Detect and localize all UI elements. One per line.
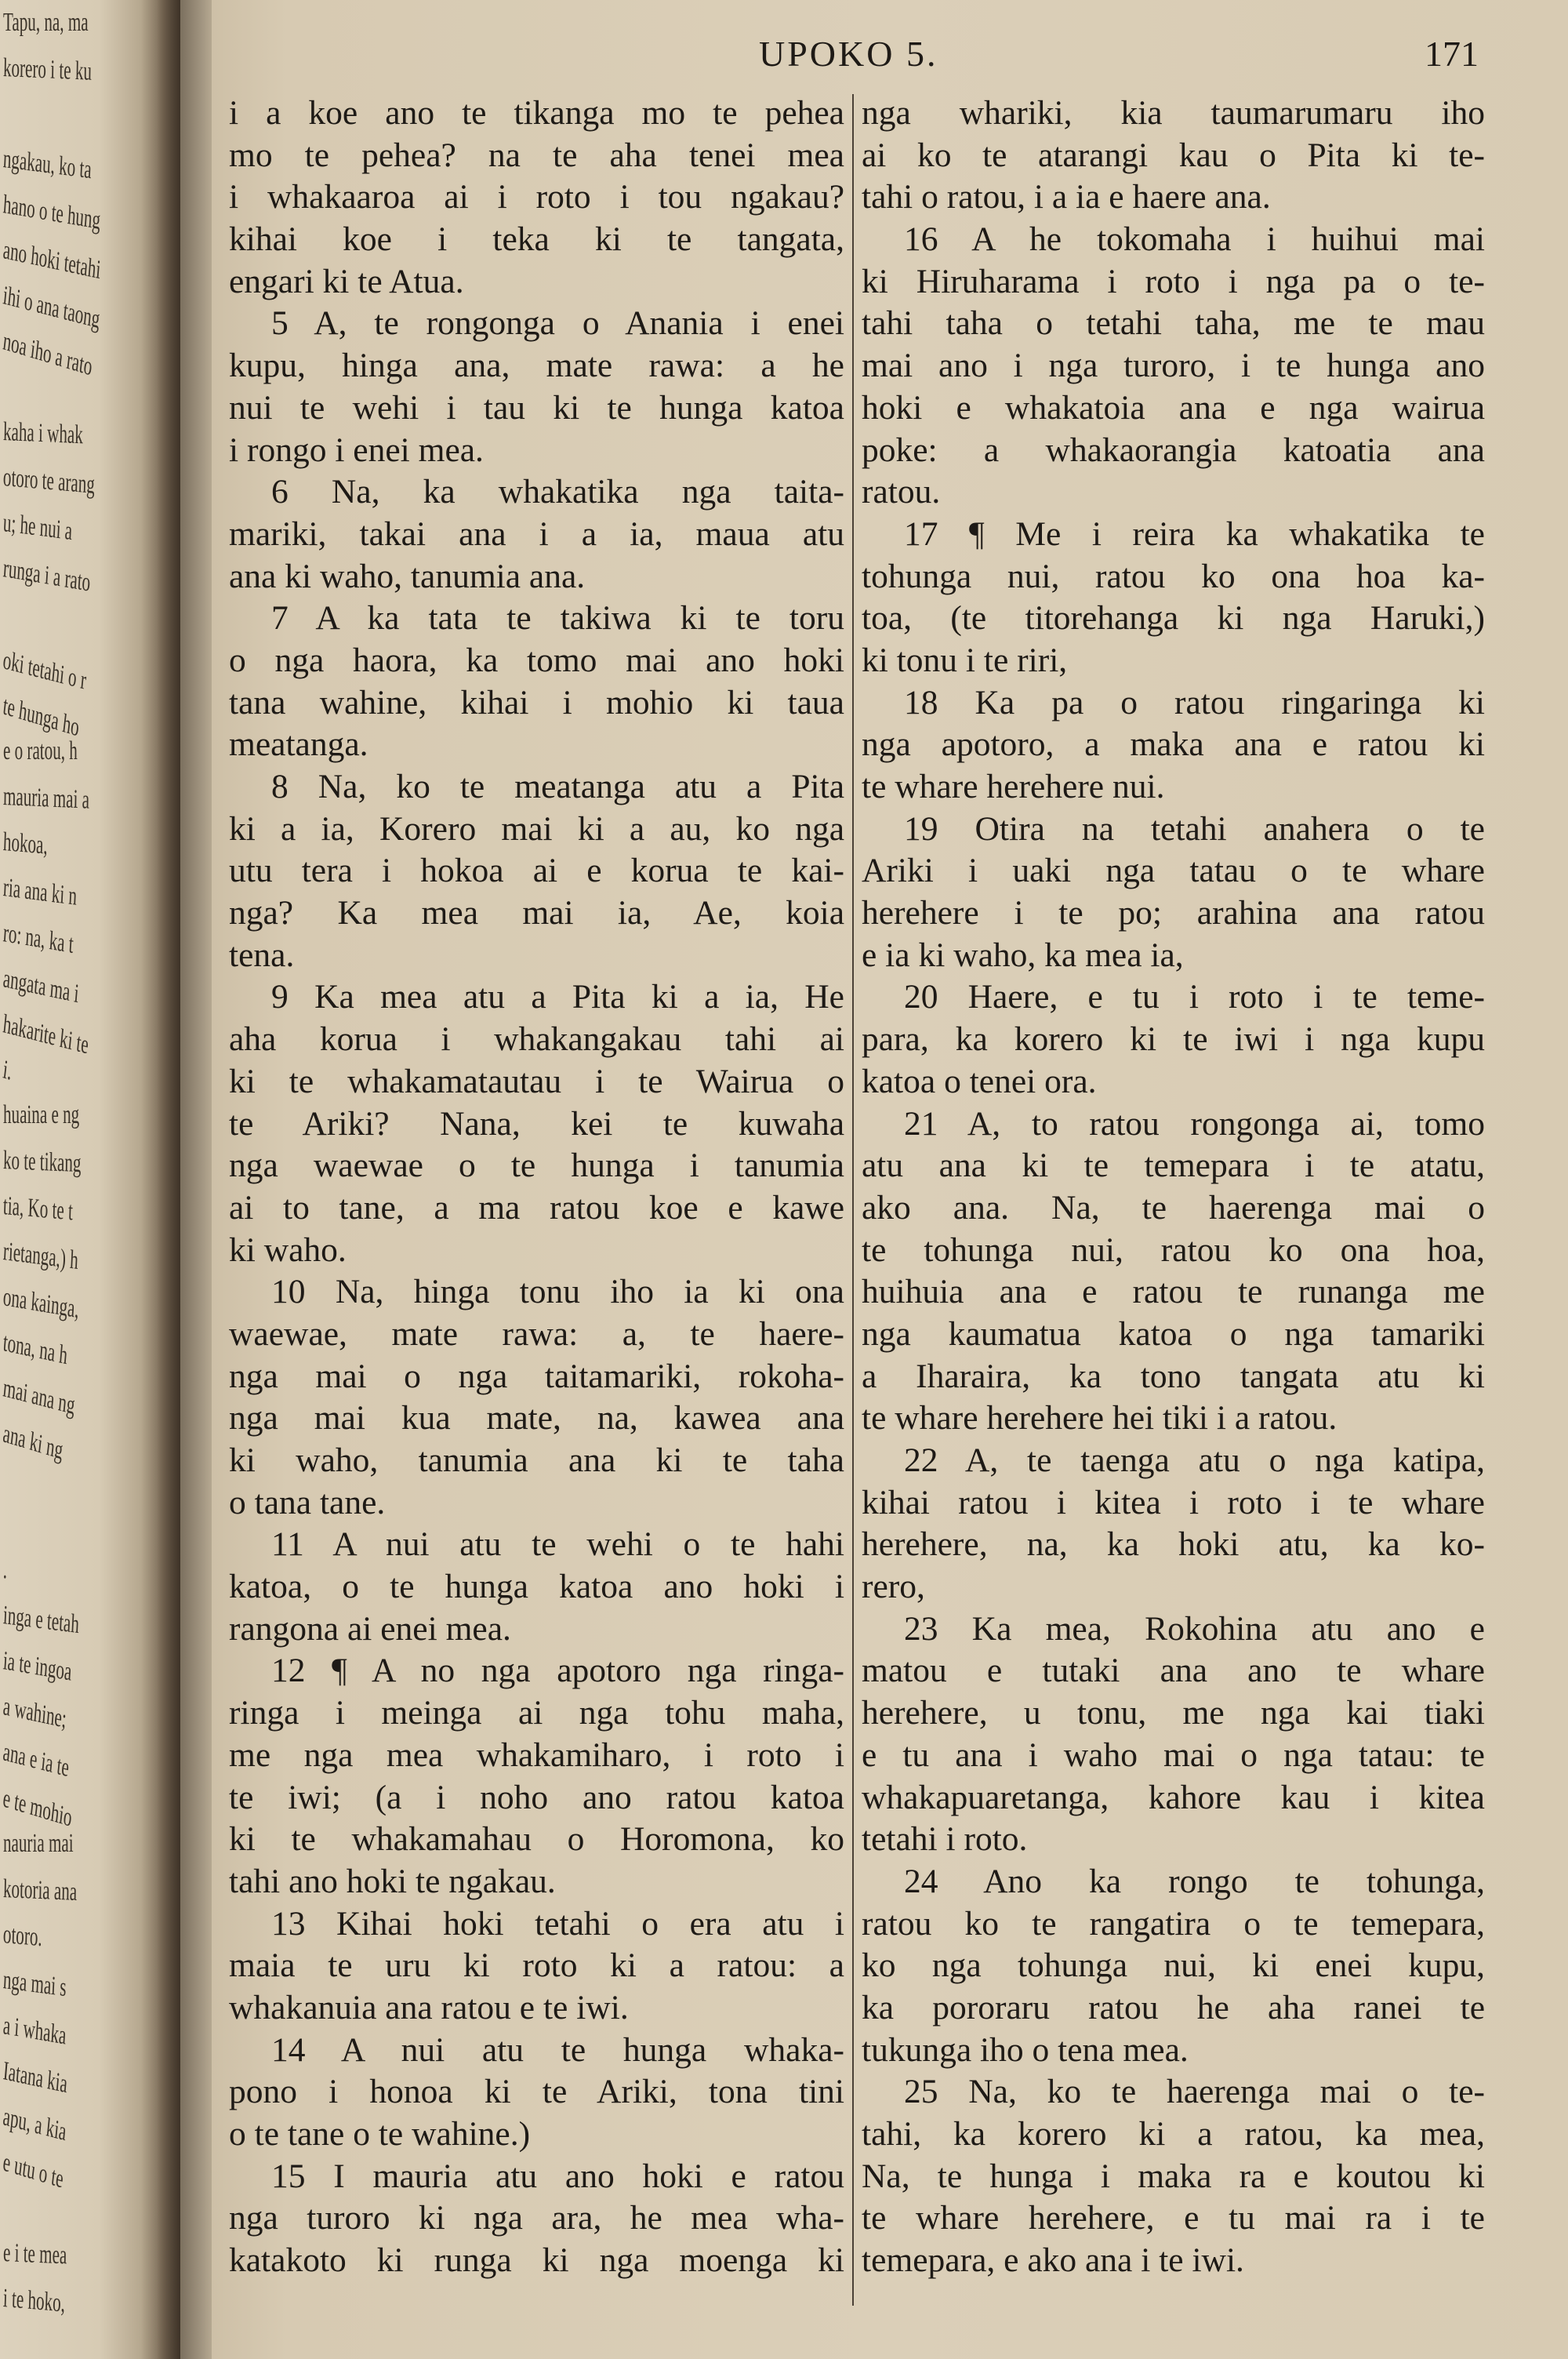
- text-line: katoa, o te hunga katoa ano hoki i: [229, 1568, 844, 1606]
- text-line: Na, te hunga i maka ra e koutou ki: [862, 2157, 1485, 2195]
- text-line: poke: a whakaorangia katoatia ana: [862, 431, 1485, 469]
- adjacent-page-fragment: e utu o te: [1, 2147, 65, 2194]
- text-line: tahi, ka korero ki a ratou, ka mea,: [862, 2115, 1485, 2153]
- text-line: tana wahine, kihai i mohio ki taua: [229, 683, 844, 722]
- column-divider: [852, 94, 854, 2306]
- text-line: mariki, takai ana i a ia, maua atu: [229, 514, 844, 553]
- text-line: te whare herehere hei tiki i a ratou.: [862, 1399, 1338, 1438]
- text-line: nui te wehi i tau ki te hunga katoa: [229, 388, 844, 427]
- text-line: herehere, u tonu, me nga kai tiaki: [862, 1694, 1485, 1732]
- adjacent-page-fragment: korero i te ku: [2, 53, 93, 86]
- text-line: ki waho, tanumia ana ki te taha: [229, 1441, 844, 1479]
- text-line: pono i honoa ki te Ariki, tona tini: [229, 2073, 844, 2111]
- text-line: ki te whakamahau o Horomona, ko: [229, 1820, 844, 1859]
- text-line: 21 A, to ratou rongonga ai, tomo: [904, 1104, 1485, 1143]
- text-line: tahi taha o tetahi taha, me te mau: [862, 304, 1485, 343]
- text-line: kupu, hinga ana, mate rawa: a he: [229, 347, 844, 385]
- text-line: tena.: [229, 936, 295, 974]
- text-line: rangona ai enei mea.: [229, 1609, 511, 1648]
- text-line: waewae, mate rawa: a, te haere-: [229, 1314, 844, 1353]
- adjacent-page-fragment: apu, a kia: [2, 2102, 68, 2147]
- book-gutter-shadow: [157, 0, 212, 2359]
- text-line: nga waewae o te hunga i tanumia: [229, 1147, 844, 1185]
- text-line: 19 Otira na tetahi anahera o te: [904, 809, 1485, 848]
- adjacent-page-fragment: otoro.: [2, 1919, 43, 1952]
- text-line: 25 Na, ko te haerenga mai o te-: [904, 2073, 1485, 2111]
- text-line: whakanuia ana ratou e te iwi.: [229, 1988, 629, 2026]
- text-line: 5 A, te rongonga o Anania i enei: [271, 304, 844, 343]
- page-header: [205, 33, 1568, 80]
- adjacent-page-fragment: Iatana kia: [2, 2055, 69, 2099]
- text-line: ki te whakamatautau i te Wairua o: [229, 1062, 844, 1100]
- adjacent-page-fragment: Tapu, na, ma: [3, 8, 89, 37]
- text-line: nga mai kua mate, na, kawea ana: [229, 1399, 844, 1438]
- adjacent-page-fragment: ana ki ng: [1, 1419, 65, 1466]
- page-number: 171: [1425, 34, 1479, 74]
- text-line: 18 Ka pa o ratou ringaringa ki: [904, 683, 1485, 722]
- adjacent-page-fragment: tona, na h: [2, 1328, 69, 1371]
- adjacent-page-fragment: ia te ingoa: [2, 1646, 73, 1688]
- text-line: nga mai o nga taitamariki, rokoha-: [229, 1357, 844, 1395]
- text-line: temepara, e ako ana i te iwi.: [862, 2241, 1244, 2280]
- adjacent-page-fragment: ano hoki tetahi: [2, 235, 102, 285]
- text-line: matou e tutaki ana ano te whare: [862, 1652, 1485, 1690]
- text-column-right: [862, 93, 1485, 2282]
- text-line: i rongo i enei mea.: [229, 431, 484, 469]
- adjacent-page-fragment: ria ana ki n: [2, 872, 78, 911]
- adjacent-page-fragment: e te mohio: [1, 1783, 74, 1833]
- adjacent-page-fragment: hakarite ki te: [2, 1009, 90, 1060]
- adjacent-page-fragment: a wahine;: [2, 1692, 68, 1735]
- text-line: ki Hiruharama i roto i nga pa o te-: [862, 262, 1485, 300]
- text-line: meatanga.: [229, 725, 368, 764]
- text-line: 22 A, te taenga atu o nga katipa,: [904, 1441, 1485, 1479]
- adjacent-page-fragment: a i whaka: [2, 2010, 67, 2051]
- text-line: engari ki te Atua.: [229, 262, 464, 300]
- text-line: 16 A he tokomaha i huihui mai: [904, 220, 1485, 259]
- adjacent-page-fragment: hokoa,: [2, 827, 49, 860]
- text-line: ako ana. Na, te haerenga mai o: [862, 1188, 1485, 1227]
- adjacent-page-fragment: ana e ia te: [2, 1737, 71, 1783]
- text-line: utu tera i hokoa ai e korua te kai-: [229, 852, 844, 890]
- text-line: te iwi; (a i noho ano ratou katoa: [229, 1778, 844, 1816]
- text-line: 17 ¶ Me i reira ka whakatika te: [904, 514, 1485, 553]
- text-line: ki waho.: [229, 1230, 347, 1269]
- adjacent-page-fragment: runga i a rato: [2, 554, 92, 598]
- adjacent-page-fragment: nga mai s: [2, 1965, 67, 2002]
- text-line: maia te uru ki roto ki a ratou: a: [229, 1946, 844, 1985]
- text-line: te whare herehere nui.: [862, 768, 1165, 805]
- text-line: mai ano i nga turoro, i te hunga ano: [862, 347, 1485, 385]
- adjacent-page-fragment: tia, Ko te t: [2, 1191, 74, 1227]
- adjacent-page-fragment: ona kainga,: [2, 1282, 80, 1325]
- text-line: ringa i meinga ai nga tohu maha,: [229, 1694, 844, 1732]
- text-line: whakapuaretanga, kahore kau i kitea: [862, 1778, 1485, 1816]
- text-line: 15 I mauria atu ano hoki e ratou: [271, 2157, 844, 2195]
- text-line: te whare herehere, e tu mai ra i te: [862, 2199, 1485, 2237]
- adjacent-page-fragment: .: [2, 1555, 8, 1585]
- text-line: o nga haora, ka tomo mai ano hoki: [229, 641, 844, 679]
- text-line: a Iharaira, ka tono tangata atu ki: [862, 1357, 1485, 1395]
- text-line: herehere, na, ka hoki atu, ka ko-: [862, 1525, 1485, 1564]
- text-line: tohunga nui, ratou ko ona hoa ka-: [862, 557, 1485, 595]
- text-line: nga? Ka mea mai ia, Ae, koia: [229, 894, 844, 932]
- text-line: me nga mea whakamiharo, i roto i: [229, 1736, 844, 1774]
- text-line: tahi ano hoki te ngakau.: [229, 1862, 556, 1900]
- adjacent-page-fragment: kotoria ana: [2, 1874, 78, 1906]
- text-line: ai ko te atarangi kau o Pita ki te-: [862, 136, 1485, 174]
- text-line: 14 A nui atu te hunga whaka-: [271, 2030, 844, 2069]
- text-line: 10 Na, hinga tonu iho ia ki ona: [271, 1273, 844, 1311]
- text-line: o tana tane.: [229, 1483, 386, 1521]
- text-column-left: [229, 93, 844, 2282]
- adjacent-page-fragment: inga e tetah: [2, 1601, 80, 1640]
- text-line: kihai koe i teka ki te tangata,: [229, 220, 844, 259]
- text-line: e tu ana i waho mai o nga tatau: te: [862, 1736, 1485, 1774]
- adjacent-page-fragment: ihi o ana taong: [2, 281, 102, 335]
- adjacent-page-fragment: ro: na, ka t: [2, 918, 74, 959]
- text-line: ana ki waho, tanumia ana.: [229, 557, 586, 595]
- adjacent-page-fragment: te hunga ho: [1, 690, 81, 743]
- text-line: rero,: [862, 1568, 925, 1606]
- text-line: nga whariki, kia taumarumaru iho: [862, 94, 1485, 132]
- text-line: tukunga iho o tena mea.: [862, 2030, 1189, 2069]
- adjacent-page-fragment: otoro te arang: [2, 463, 96, 500]
- text-line: ratou.: [862, 473, 941, 511]
- text-line: katoa o tenei ora.: [862, 1062, 1097, 1100]
- text-line: e ia ki waho, ka mea ia,: [862, 936, 1184, 974]
- text-line: te tohunga nui, ratou ko ona hoa,: [862, 1230, 1485, 1269]
- text-line: 9 Ka mea atu a Pita ki a ia, He: [271, 978, 844, 1016]
- text-line: mo te pehea? na te aha tenei mea: [229, 136, 844, 174]
- text-line: 24 Ano ka rongo te tohunga,: [904, 1862, 1485, 1900]
- text-line: ai to tane, a ma ratou koe e kawe: [229, 1188, 844, 1227]
- adjacent-page-fragment: mauria mai a: [2, 781, 90, 815]
- text-line: ko nga tohunga nui, ki enei kupu,: [862, 1946, 1485, 1985]
- adjacent-page-fragment: nauria mai: [3, 1828, 74, 1858]
- text-line: kihai ratou i kitea i roto i te whare: [862, 1483, 1485, 1521]
- text-line: nga kaumatua katoa o nga tamariki: [862, 1314, 1485, 1353]
- text-line: 20 Haere, e tu i roto i te teme-: [904, 978, 1485, 1016]
- text-line: huihuia ana e ratou te runanga me: [862, 1273, 1485, 1311]
- text-line: ka pororaru ratou he aha ranei te: [862, 1988, 1485, 2026]
- text-line: para, ka korero ki te iwi i nga kupu: [862, 1020, 1485, 1059]
- text-line: i whakaaroa ai i roto i tou ngakau?: [229, 178, 844, 216]
- text-line: nga turoro ki nga ara, he mea wha-: [229, 2199, 844, 2237]
- adjacent-page-edge: [0, 0, 180, 2359]
- text-line: te Ariki? Nana, kei te kuwaha: [229, 1104, 844, 1143]
- adjacent-page-fragment: ko te tikang: [2, 1145, 82, 1179]
- adjacent-page-fragment: rietanga,) h: [2, 1237, 79, 1276]
- adjacent-page-fragment: huaina e ng: [3, 1100, 80, 1129]
- adjacent-page-fragment: noa iho a rato: [1, 326, 94, 382]
- text-line: ki tonu i te riri,: [862, 641, 1068, 679]
- running-head: UPOKO 5.: [759, 34, 938, 74]
- adjacent-page-fragment: i.: [1, 1055, 14, 1086]
- text-line: 23 Ka mea, Rokohina atu ano e: [904, 1609, 1485, 1648]
- adjacent-page-fragment: angata ma i: [2, 963, 80, 1009]
- adjacent-page-fragment: kaha i whak: [2, 417, 84, 450]
- text-line: 12 ¶ A no nga apotoro nga ringa-: [271, 1652, 844, 1690]
- text-line: atu ana ki te temepara i te atatu,: [862, 1147, 1485, 1185]
- text-line: o te tane o te wahine.): [229, 2115, 531, 2153]
- text-line: herehere i te po; arahina ana ratou: [862, 894, 1485, 932]
- text-line: nga apotoro, a maka ana e ratou ki: [862, 725, 1485, 764]
- text-line: tetahi i roto.: [862, 1820, 1028, 1859]
- text-line: hoki e whakatoia ana e nga wairua: [862, 388, 1485, 427]
- text-line: katakoto ki runga ki nga moenga ki: [229, 2241, 844, 2280]
- adjacent-page-fragment: i te hoko,: [2, 2283, 66, 2318]
- text-line: 11 A nui atu te wehi o te hahi: [271, 1525, 844, 1564]
- text-line: tahi o ratou, i a ia e haere ana.: [862, 178, 1271, 216]
- adjacent-page-fragment: mai ana ng: [2, 1373, 77, 1421]
- adjacent-page-fragment: ngakau, ko ta: [2, 144, 93, 185]
- text-line: i a koe ano te tikanga mo te pehea: [229, 94, 844, 132]
- text-line: toa, (te titorehanga ki nga Haruki,): [862, 599, 1485, 638]
- adjacent-page-fragment: oki tetahi o r: [2, 645, 88, 696]
- adjacent-page-fragment: u; he nui a: [2, 508, 74, 547]
- text-line: ratou ko te rangatira o te temepara,: [862, 1904, 1485, 1943]
- text-line: ki a ia, Korero mai ki a au, ko nga: [229, 809, 844, 848]
- text-line: Ariki i uaki nga tatau o te whare: [862, 852, 1485, 890]
- adjacent-page-fragment: hano o te hung: [2, 190, 102, 236]
- text-line: 13 Kihai hoki tetahi o era atu i: [271, 1904, 844, 1943]
- adjacent-page-fragment: e i te mea: [2, 2237, 67, 2270]
- text-line: aha korua i whakangakau tahi ai: [229, 1020, 844, 1059]
- text-line: 8 Na, ko te meatanga atu a Pita: [271, 768, 844, 805]
- text-line: 7 A ka tata te takiwa ki te toru: [271, 599, 844, 638]
- text-line: 6 Na, ka whakatika nga taita-: [271, 473, 844, 511]
- adjacent-page-fragment: e o ratou, h: [3, 736, 78, 765]
